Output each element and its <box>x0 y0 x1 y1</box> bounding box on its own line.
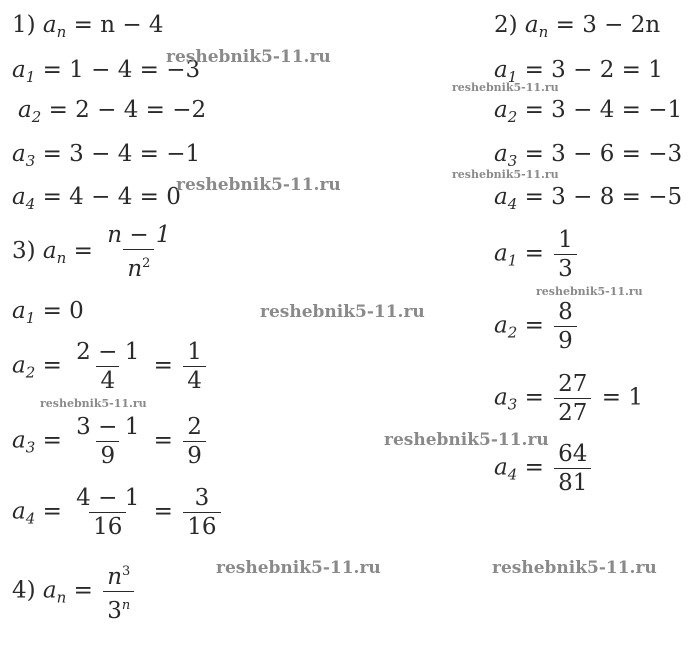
watermark: reshebnik5-11.ru <box>40 397 147 410</box>
problem-2-term-1: $a_1 = 3 - 2 = 1$ <box>494 57 663 86</box>
problem-1-term-4: $a_4 = 4 - 4 = 0$ <box>12 184 181 213</box>
problem-3-term-3: $a_3$ = $\frac{3 - 1}{9}$ = $\frac{2}{9}$ <box>12 413 209 470</box>
problem-3-term-4: $a_4$ = $\frac{4 - 1}{16}$ = $\frac{3}{16}$ <box>12 484 224 541</box>
problem-1-term-3: $a_3 = 3 - 4 = -1$ <box>12 141 201 170</box>
problem-4-rule-fraction: $\frac{n^3}{3^n}$ <box>103 558 134 625</box>
problem-4-term-1: $a_1$ = $\frac{1}{3}$ <box>494 226 580 283</box>
problem-1-term-1: $a_1 = 1 - 4 = -3$ <box>12 57 201 86</box>
problem-3-formula: 3) $a_n$ = $\frac{n - 1}{n^2}$ <box>12 221 178 283</box>
problem-2-term-3: $a_3 = 3 - 6 = -3$ <box>494 141 683 170</box>
problem-2-term-2: $a_2 = 3 - 4 = -1$ <box>494 97 683 126</box>
problem-2-formula: 2) $a_n = 3 - 2n$ <box>494 12 661 41</box>
watermark: reshebnik5-11.ru <box>166 47 331 67</box>
problem-1-term-2: $a_2 = 2 - 4 = -2$ <box>18 97 207 126</box>
watermark: reshebnik5-11.ru <box>260 302 425 322</box>
problem-1-formula: 1) $a_n = n - 4$ <box>12 12 164 41</box>
problem-4-term-2: $a_2$ = $\frac{8}{9}$ <box>494 298 580 355</box>
watermark: reshebnik5-11.ru <box>536 285 643 298</box>
watermark: reshebnik5-11.ru <box>492 558 657 578</box>
problem-4-term-3: $a_3$ = $\frac{27}{27}$ = 1 <box>494 371 643 426</box>
watermark: reshebnik5-11.ru <box>216 558 381 578</box>
problem-4-formula: 4) $a_n$ = $\frac{n^3}{3^n}$ <box>12 558 137 625</box>
problem-2-term-4: $a_4 = 3 - 8 = -5$ <box>494 184 683 213</box>
watermark: reshebnik5-11.ru <box>384 430 549 450</box>
problem-3-term-1: $a_1 = 0$ <box>12 298 84 327</box>
problem-3-rule-fraction: $\frac{n - 1}{n^2}$ <box>107 222 171 282</box>
watermark: reshebnik5-11.ru <box>452 81 559 94</box>
watermark: reshebnik5-11.ru <box>452 168 559 181</box>
watermark: reshebnik5-11.ru <box>176 175 341 195</box>
problem-4-term-4: $a_4$ = $\frac{64}{81}$ <box>494 440 594 497</box>
problem-3-term-2: $a_2$ = $\frac{2 - 1}{4}$ = $\frac{1}{4}$ <box>12 338 209 395</box>
